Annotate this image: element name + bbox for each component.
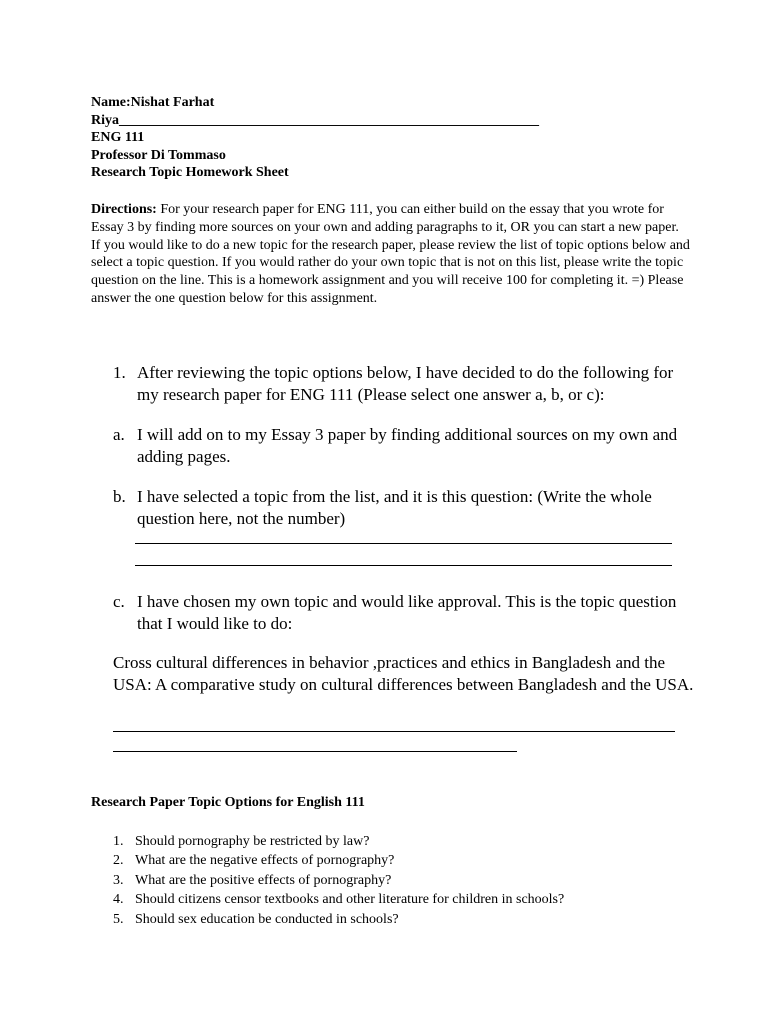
course-code: ENG 111 xyxy=(91,130,145,145)
directions-text: For your research paper for ENG 111, you can either build on the essay that you wrote for Essay 3 by finding more sources on your own and adding paragraphs to it, OR you can start a new paper. If you would like to do a new topic for the research paper, please review the list of topic options below and select a topic question. If you would rather do your own topic that is not on this list, please write the topic question on the line. This is a homework assignment and you will receive 100 for completing it. =) Please answer the one question below for this assignment. xyxy=(91,202,690,306)
topics-title: Research Paper Topic Options for English 111 xyxy=(91,795,365,810)
option-b xyxy=(113,486,693,530)
student-name: Name:Nishat Farhat xyxy=(91,95,215,110)
topic-number: 2. xyxy=(113,853,124,869)
option-a xyxy=(113,424,693,468)
topic-text: Should pornography be restricted by law? xyxy=(135,834,370,849)
document-header xyxy=(91,94,539,182)
topic-text: Should citizens censor textbooks and other literature for children in schools? xyxy=(135,892,565,908)
option-text: I have chosen my own topic and would like approval. This is the topic question that I would like to do: xyxy=(137,592,677,633)
option-text: I will add on to my Essay 3 paper by finding additional sources on my own and adding pages. xyxy=(137,425,678,466)
answer-line xyxy=(113,731,675,732)
question-text: After reviewing the topic options below, I have decided to do the following for my research paper for ENG 111 (Please select one answer a, b, or c): xyxy=(137,363,674,404)
question-number: 1. xyxy=(113,363,126,382)
option-letter: a. xyxy=(113,425,125,444)
topic-text: What are the negative effects of pornography? xyxy=(135,853,395,869)
topic-number: 3. xyxy=(113,872,124,888)
answer-line xyxy=(113,751,517,752)
own-topic-answer: Cross cultural differences in behavior ,practices and ethics in Bangladesh and the USA: A comparative study on cultural differences between Bangladesh and the USA. xyxy=(113,653,694,694)
topic-number: 5. xyxy=(113,911,124,927)
topic-number: 1. xyxy=(113,834,124,849)
option-c xyxy=(113,591,693,635)
directions-label: Directions: xyxy=(91,202,157,217)
topic-number: 4. xyxy=(113,892,124,908)
student-name-continued: Riya____________________________________________________________ xyxy=(91,112,539,128)
professor-name: Professor Di Tommaso xyxy=(91,147,226,163)
sheet-title: Research Topic Homework Sheet xyxy=(91,165,289,180)
option-letter: b. xyxy=(113,487,126,506)
question-1 xyxy=(113,362,693,406)
topic-text: Should sex education be conducted in schools? xyxy=(135,911,399,927)
option-letter: c. xyxy=(113,592,125,611)
directions-paragraph xyxy=(91,201,691,308)
answer-line xyxy=(135,565,672,566)
option-text: I have selected a topic from the list, and it is this question: (Write the whole question here, not the number) xyxy=(137,487,652,528)
topic-text: What are the positive effects of pornography? xyxy=(135,872,392,888)
answer-line xyxy=(135,543,672,544)
